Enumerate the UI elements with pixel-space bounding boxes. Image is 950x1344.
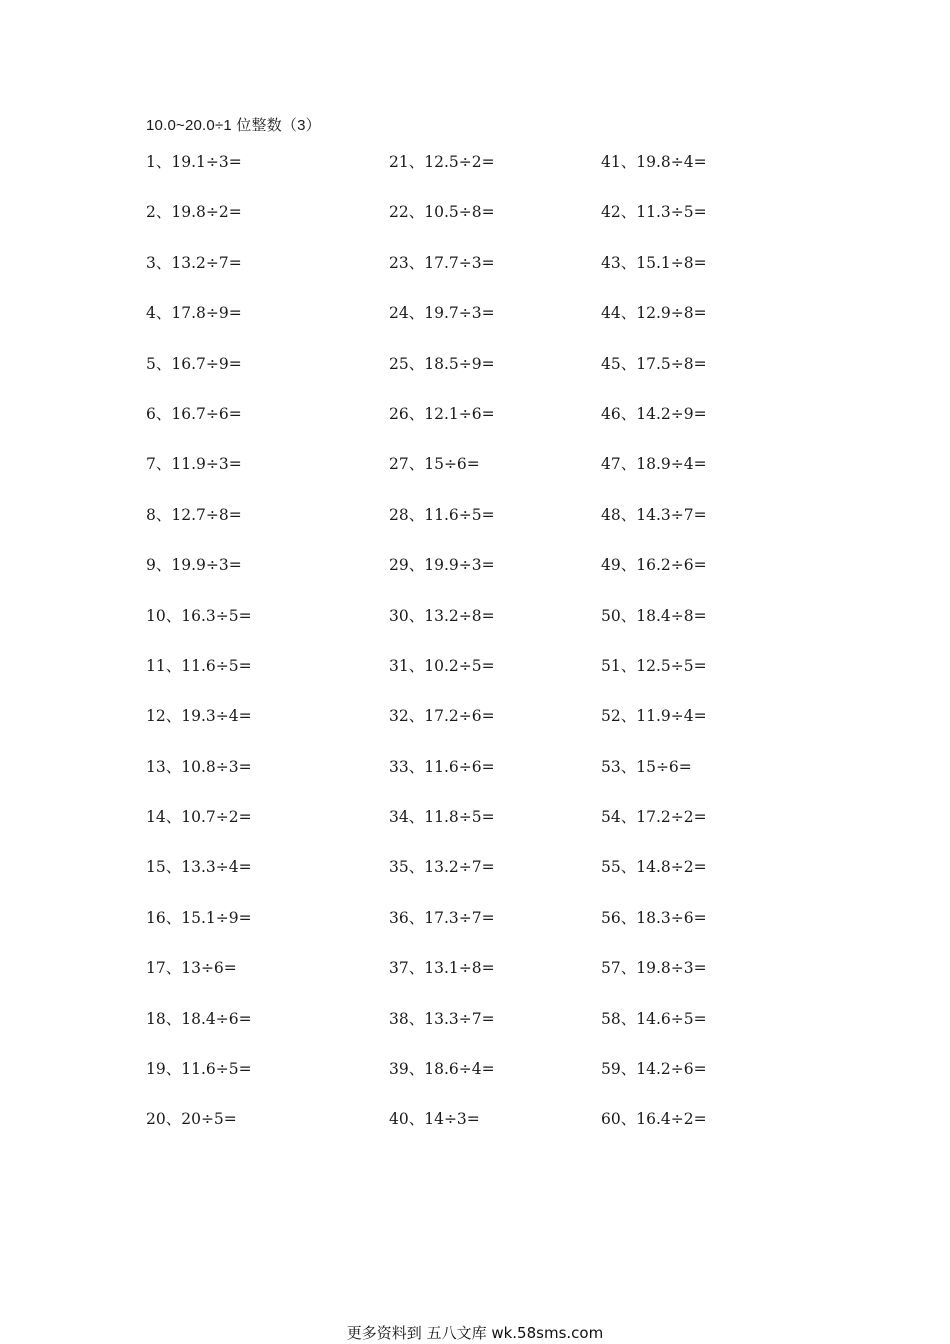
problem-item: 20、20÷5= [146,1110,237,1129]
problem-item: 54、17.2÷2= [601,808,707,827]
problem-item: 53、15÷6= [601,757,692,776]
problem-column-3 [601,150,707,1158]
problem-item: 32、17.2÷6= [389,707,495,726]
problem-item: 1、19.1÷3= [146,153,242,171]
problem-item: 40、14÷3= [389,1110,480,1129]
problem-item: 43、15.1÷8= [601,253,707,272]
problem-item: 16、15.1÷9= [146,908,252,927]
problem-item: 41、19.8÷4= [601,153,707,171]
problem-item: 56、18.3÷6= [601,908,707,927]
problem-item: 34、11.8÷5= [389,808,495,827]
problem-item: 23、17.7÷3= [389,253,495,272]
problem-item: 59、14.2÷6= [601,1060,707,1079]
problem-item: 35、13.2÷7= [389,858,495,877]
problem-item: 21、12.5÷2= [389,153,495,171]
problem-item: 12、19.3÷4= [146,707,252,726]
problem-item: 46、14.2÷9= [601,404,707,423]
problem-item: 45、17.5÷8= [601,354,707,373]
problem-column-2 [389,150,495,1158]
worksheet-title: 10.0~20.0÷1 位整数（3） [146,117,321,134]
problem-item: 39、18.6÷4= [389,1060,495,1079]
problem-item: 29、19.9÷3= [389,556,495,575]
problem-item: 14、10.7÷2= [146,808,252,827]
problem-item: 38、13.3÷7= [389,1009,495,1028]
problem-item: 44、12.9÷8= [601,304,707,323]
problem-item: 24、19.7÷3= [389,304,495,323]
problem-item: 42、11.3÷5= [601,203,707,222]
problem-item: 6、16.7÷6= [146,404,242,423]
problem-item: 26、12.1÷6= [389,404,495,423]
problem-item: 5、16.7÷9= [146,354,242,373]
problem-item: 28、11.6÷5= [389,505,495,524]
problem-item: 2、19.8÷2= [146,203,242,222]
problem-item: 55、14.8÷2= [601,858,707,877]
problem-item: 25、18.5÷9= [389,354,495,373]
problem-item: 51、12.5÷5= [601,656,707,675]
problem-item: 60、16.4÷2= [601,1110,707,1129]
problem-item: 50、18.4÷8= [601,606,707,625]
problem-item: 47、18.9÷4= [601,455,707,474]
problem-item: 15、13.3÷4= [146,858,252,877]
problem-item: 52、11.9÷4= [601,707,707,726]
problem-item: 3、13.2÷7= [146,253,242,272]
problem-item: 33、11.6÷6= [389,757,495,776]
problem-item: 11、11.6÷5= [146,656,252,675]
problem-item: 17、13÷6= [146,959,237,978]
problem-item: 48、14.3÷7= [601,505,707,524]
problem-item: 49、16.2÷6= [601,556,707,575]
footer-watermark-text: 更多资料到 五八文库 wk.58sms.com [346,1324,604,1342]
problem-item: 58、14.6÷5= [601,1009,707,1028]
problem-item: 8、12.7÷8= [146,505,242,524]
problem-item: 7、11.9÷3= [146,455,242,474]
problem-item: 31、10.2÷5= [389,656,495,675]
problem-item: 18、18.4÷6= [146,1009,252,1028]
problem-item: 4、17.8÷9= [146,304,242,323]
problem-item: 36、17.3÷7= [389,908,495,927]
problem-item: 30、13.2÷8= [389,606,495,625]
problem-item: 10、16.3÷5= [146,606,252,625]
problem-item: 57、19.8÷3= [601,959,707,978]
problem-item: 19、11.6÷5= [146,1060,252,1079]
problem-item: 13、10.8÷3= [146,757,252,776]
problem-item: 27、15÷6= [389,455,480,474]
problem-item: 37、13.1÷8= [389,959,495,978]
problem-item: 22、10.5÷8= [389,203,495,222]
problem-item: 9、19.9÷3= [146,556,242,575]
problem-column-1 [146,150,252,1158]
